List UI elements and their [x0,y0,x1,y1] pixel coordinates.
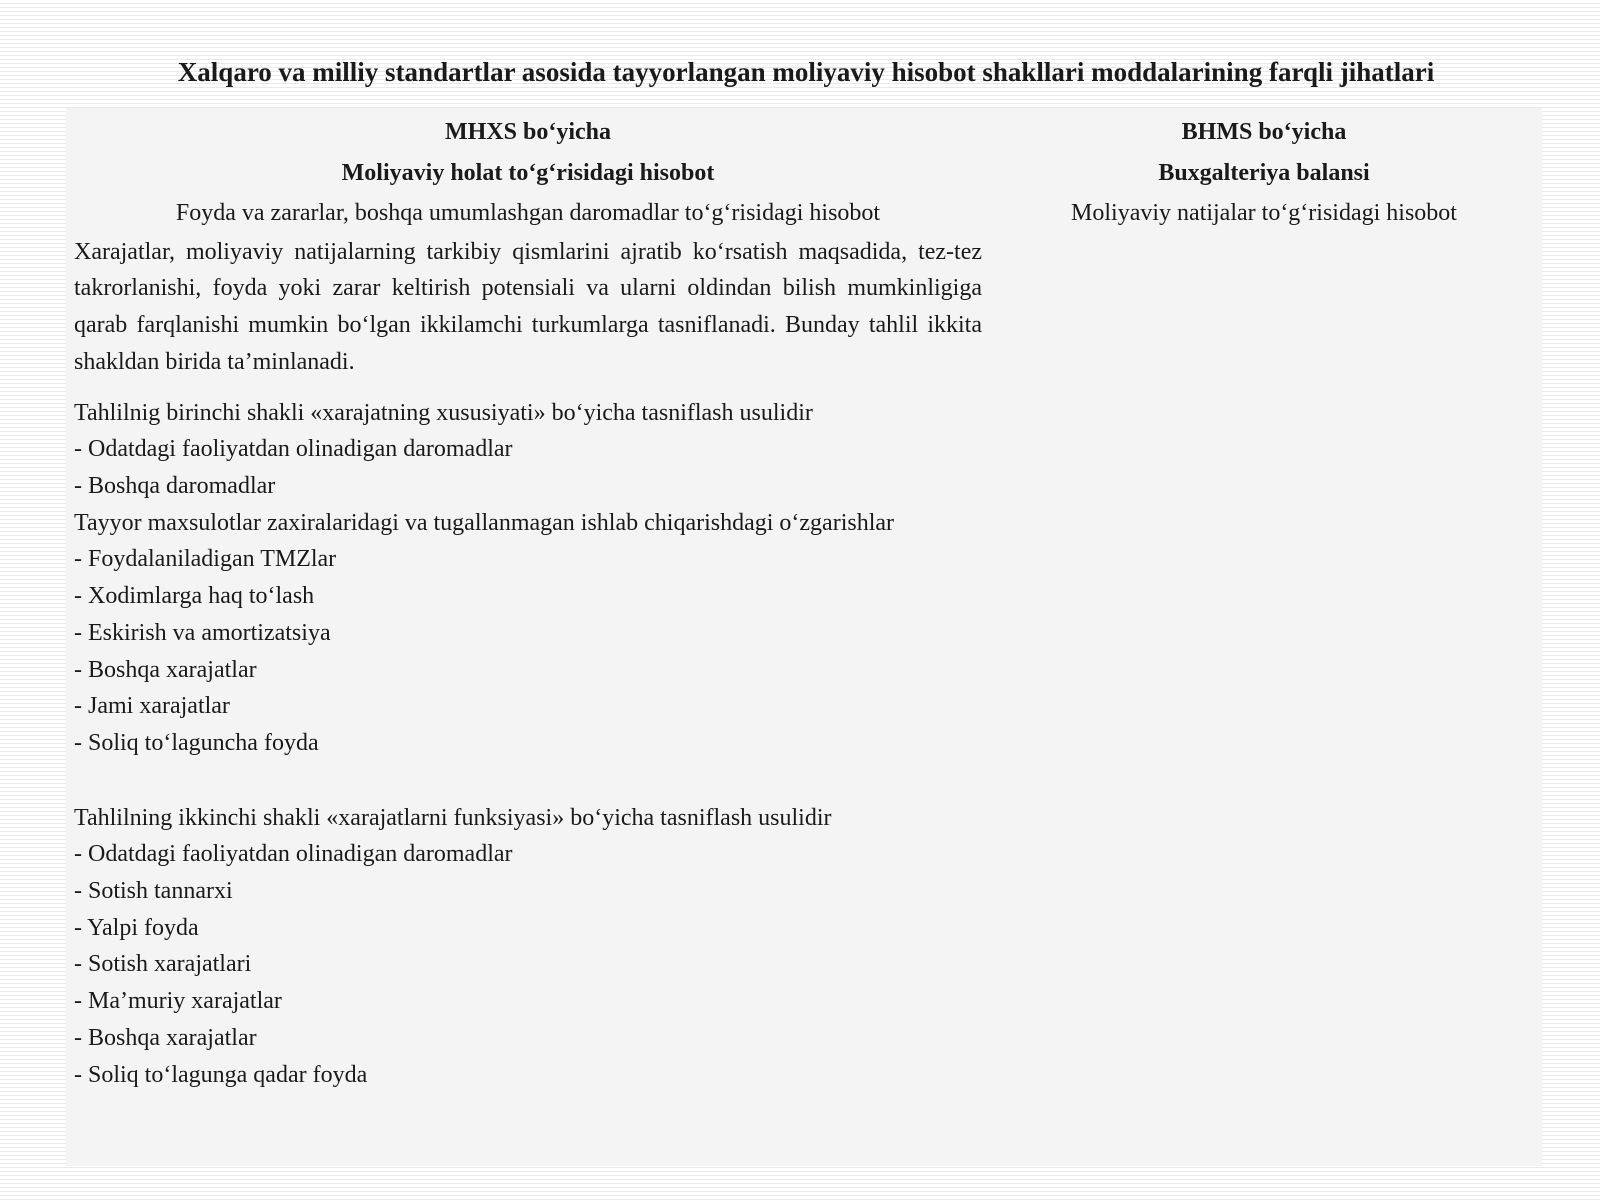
spacer [74,762,982,800]
mhxs-column [74,112,982,1093]
list-item: - Foydalaniladigan TMZlar [74,546,337,573]
list-item: - Sotish xarajatlari [74,951,252,978]
bhms-subheading: Buxgalteriya balansi [1158,159,1370,186]
list-item: - Jami xarajatlar [74,693,230,720]
list-item: - Soliq to‘laguncha foyda [74,729,319,756]
list-item: - Xodimlarga haq to‘lash [74,583,315,610]
bhms-heading: BHMS bo‘yicha [1181,119,1347,145]
list-item: - Boshqa daromadlar [74,473,276,499]
second-method-heading: Tahlilning ikkinchi shakli «xarajatlarni funksiyasi» bo‘yicha tasniflash usulidir [74,804,832,831]
bhms-column [1014,112,1514,234]
mhxs-report-name: Foyda va zararlar, boshqa umumlashgan daromadlar to‘g‘risidagi hisobot [175,200,881,227]
list-item: - Eskirish va amortizatsiya [74,619,331,646]
mhxs-subheading: Moliyaviy holat to‘g‘risidagi hisobot [341,159,715,186]
bhms-report-name: Moliyaviy natijalar to‘g‘risidagi hisobot [1071,200,1457,227]
page-title: Xalqaro va milliy standartlar asosida tayyorlangan moliyaviy hisobot shakllari moddalarining farqli jihatlari [177,57,1435,87]
list-item: - Sotish tannarxi [74,878,233,905]
list-item: - Odatdagi faoliyatdan olinadigan daromadlar [74,436,513,463]
mhxs-heading: MHXS bo‘yicha [444,119,611,145]
inventory-change-line: Tayyor maxsulotlar zaxiralaridagi va tugallanmagan ishlab chiqarishdagi o‘zgarishlar [74,509,895,536]
list-item: - Odatdagi faoliyatdan olinadigan daromadlar [74,841,513,868]
list-item: - Yalpi foyda [74,914,199,941]
spacer [74,381,982,395]
first-method-heading: Tahlilnig birinchi shakli «xarajatning xususiyati» bo‘yicha tasniflash usulidir [74,399,813,426]
mhxs-intro-paragraph: Xarajatlar, moliyaviy natijalarning tarkibiy qismlarini ajratib ko‘rsatish maqsadida, tez-tez takrorlanishi, foyda yoki zarar keltirish potensiali va ularni oldindan bilish mumkinligiga qarab farqlanishi mumkin bo‘lgan ikkilamchi turkumlarga tasniflanadi. Bunday tahlil ikkita shakldan birida ta’minlanadi. [74,238,982,375]
list-item: - Ma’muriy xarajatlar [74,988,282,1015]
list-item: - Boshqa xarajatlar [74,1024,257,1051]
list-item: - Soliq to‘lagunga qadar foyda [74,1061,368,1088]
list-item: - Boshqa xarajatlar [74,656,257,683]
